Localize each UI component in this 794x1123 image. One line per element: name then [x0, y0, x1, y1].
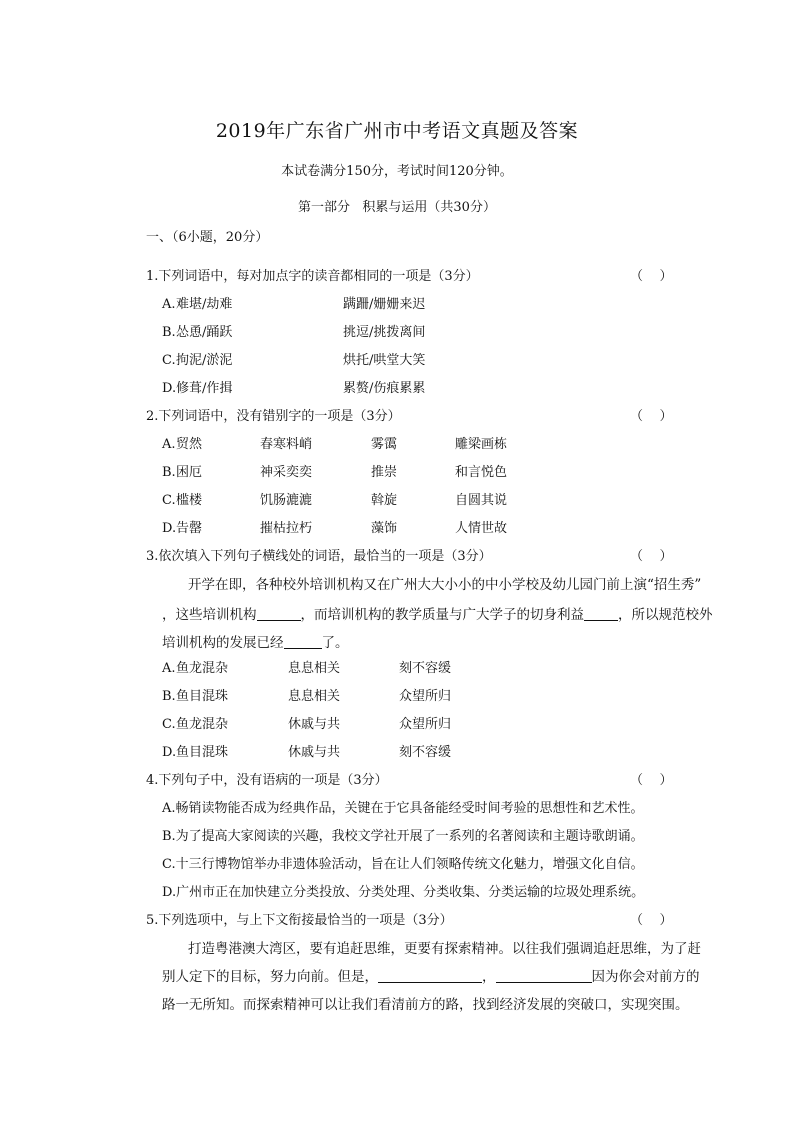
question-3-answer-bracket: （ ） [630, 549, 673, 564]
q1-option-b-label: B. [162, 325, 176, 340]
question-1-answer-bracket: （ ） [630, 269, 673, 284]
q2-option-c-word4: 自圆其说 [455, 493, 508, 508]
q3-option-c-word1: 鱼龙混杂 [176, 717, 229, 732]
q3-option-b-word2: 息息相关 [288, 689, 341, 704]
q2-option-d-word2: 摧枯拉朽 [260, 521, 313, 536]
q1-option-b-word2: 挑逗/挑拨离间 [343, 325, 426, 340]
q3-passage-text-3a: 培训机构的发展已经 [162, 635, 284, 651]
q2-option-a-word4: 雕梁画栋 [455, 437, 508, 452]
fill-in-blank-4 [378, 968, 482, 983]
q2-option-b-label: B. [162, 465, 176, 480]
fill-in-blank-3 [284, 634, 322, 649]
q3-option-c-word3: 众望所归 [399, 717, 452, 732]
q3-passage-text-2b: ，而培训机构的教学质量与广大学子的切身利益 [300, 607, 584, 623]
question-3-stem: 3.依次填入下列句子横线处的词语，最恰当的一项是（3分） [146, 549, 492, 564]
q2-option-d-label: D. [162, 521, 177, 536]
question-4-answer-bracket: （ ） [630, 773, 673, 788]
q1-option-a-label: A. [162, 297, 176, 312]
q3-passage-text-2c: ，所以规范校外 [618, 607, 713, 623]
q4-option-c: C.十三行博物馆举办非遗体验活动，旨在让人们领略传统文化魅力，增强文化自信。 [162, 857, 644, 872]
q3-option-d-word2: 休戚与共 [288, 745, 341, 760]
question-5-stem: 5.下列选项中，与上下文衔接最恰当的一项是（3分） [146, 913, 453, 928]
q3-option-a-label: A. [162, 661, 176, 676]
q3-option-c-label: C. [162, 717, 176, 732]
q3-option-d-word1: 鱼目混珠 [176, 745, 229, 760]
question-2-answer-bracket: （ ） [630, 409, 673, 424]
q5-passage-line-1: 打造粤港澳大湾区，要有追赶思维，更要有探索精神。以往我们强调追赶思维，为了赶 [188, 941, 701, 957]
q2-option-a-word1: 贸然 [176, 437, 203, 452]
q3-passage-line-2 [162, 606, 713, 624]
q1-option-c-label: C. [162, 353, 176, 368]
q2-option-a-word3: 雾霭 [371, 437, 398, 452]
q3-passage-text-2a: ，这些培训机构 [162, 607, 257, 623]
q2-option-d-word3: 藻饰 [371, 521, 398, 536]
q3-option-d-label: D. [162, 745, 177, 760]
q2-option-b-word1: 困厄 [176, 465, 203, 480]
question-1-stem: 1.下列词语中，每对加点字的读音都相同的一项是（3分） [146, 269, 479, 284]
q2-option-c-word2: 饥肠漉漉 [260, 493, 313, 508]
q2-option-c-word3: 斡旋 [371, 493, 398, 508]
q2-option-b-word2: 神采奕奕 [260, 465, 313, 480]
q3-option-a-word2: 息息相关 [288, 661, 341, 676]
fill-in-blank-1 [257, 606, 301, 621]
q4-option-b: B.为了提高大家阅读的兴趣，我校文学社开展了一系列的名著阅读和主题诗歌朗诵。 [162, 829, 644, 844]
q2-option-a-label: A. [162, 437, 176, 452]
q1-option-d-word2: 累赘/伤痕累累 [343, 381, 426, 396]
q1-option-d-word1: 修葺/作揖 [176, 381, 233, 396]
q3-option-d-word3: 刻不容缓 [399, 745, 452, 760]
fill-in-blank-2 [584, 606, 618, 621]
question-4-stem: 4.下列句子中，没有语病的一项是（3分） [146, 773, 388, 788]
exam-subtitle: 本试卷满分150分，考试时间120分钟。 [281, 164, 513, 179]
q1-option-a-word2: 蹒跚/姗姗来迟 [343, 297, 426, 312]
q5-passage-text-2b: ， [482, 969, 496, 985]
q3-option-b-word3: 众望所归 [399, 689, 452, 704]
q1-option-b-word1: 怂恿/踊跃 [176, 325, 233, 340]
q5-passage-text-2c: 因为你会对前方的 [591, 969, 700, 985]
q3-passage-text-3b: 了。 [321, 635, 349, 651]
q3-option-a-word3: 刻不容缓 [399, 661, 452, 676]
question-5-answer-bracket: （ ） [630, 913, 673, 928]
q4-option-d: D.广州市正在加快建立分类投放、分类处理、分类收集、分类运输的垃圾处理系统。 [162, 885, 645, 900]
q3-passage-line-3 [162, 634, 349, 652]
q2-option-d-word1: 告罄 [176, 521, 203, 536]
q1-option-a-word1: 难堪/劫难 [176, 297, 233, 312]
fill-in-blank-5 [496, 968, 592, 983]
q3-option-b-label: B. [162, 689, 176, 704]
part-heading: 第一部分 积累与运用（共30分） [298, 200, 496, 215]
q5-passage-line-3: 路一无所知。而探索精神可以让我们看清前方的路，找到经济发展的突破口，实现突围。 [162, 997, 689, 1013]
page-title: 2019年广东省广州市中考语文真题及答案 [215, 120, 579, 142]
q3-option-b-word1: 鱼目混珠 [176, 689, 229, 704]
q2-option-b-word3: 推崇 [371, 465, 398, 480]
q1-option-c-word1: 拘泥/淤泥 [176, 353, 233, 368]
q3-passage-line-1: 开学在即，各种校外培训机构又在广州大大小小的中小学校及幼儿园门前上演“招生秀” [188, 577, 702, 593]
question-2-stem: 2.下列词语中，没有错别字的一项是（3分） [146, 409, 401, 424]
q2-option-a-word2: 春寒料峭 [260, 437, 313, 452]
q5-passage-line-2 [162, 968, 700, 986]
q1-option-c-word2: 烘托/哄堂大笑 [343, 353, 426, 368]
q2-option-c-label: C. [162, 493, 176, 508]
q1-option-d-label: D. [162, 381, 177, 396]
q2-option-d-word4: 人情世故 [455, 521, 508, 536]
q2-option-c-word1: 槛楼 [176, 493, 203, 508]
q5-passage-text-2a: 别人定下的目标，努力向前。但是， [162, 969, 378, 985]
q2-option-b-word4: 和言悦色 [455, 465, 508, 480]
q3-option-c-word2: 休戚与共 [288, 717, 341, 732]
q4-option-a: A.畅销读物能否成为经典作品，关键在于它具备能经受时间考验的思想性和艺术性。 [162, 801, 644, 816]
q3-option-a-word1: 鱼龙混杂 [176, 661, 229, 676]
section-heading: 一、（6小题，20分） [146, 230, 269, 245]
